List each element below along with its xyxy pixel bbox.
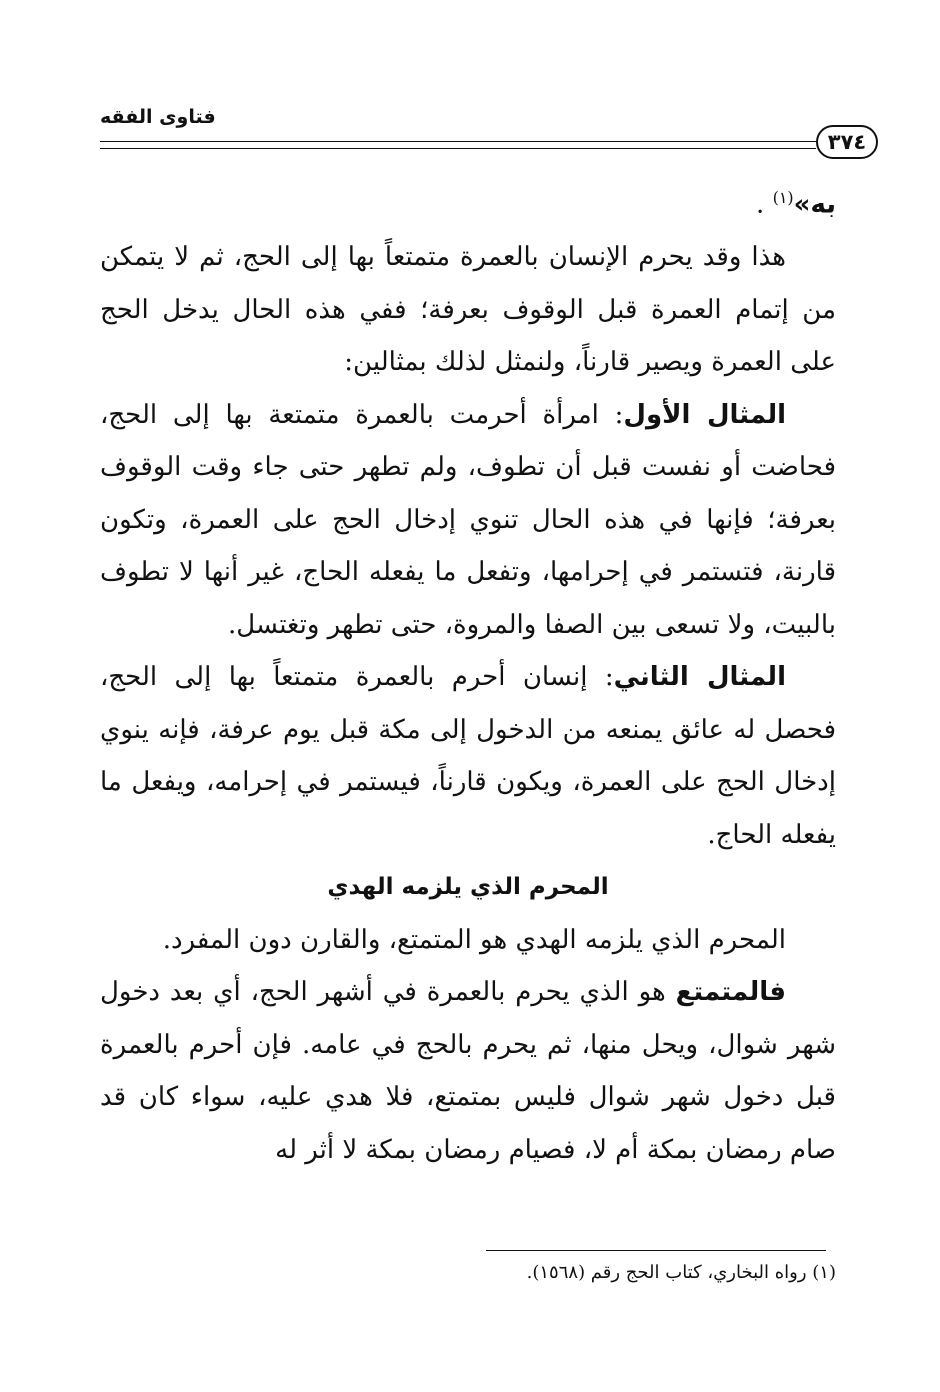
paragraph-mutamatti — [100, 966, 836, 1176]
header-rule-bottom — [100, 148, 816, 149]
footnote-ref: (١) — [772, 188, 794, 207]
example-1-text: : امرأة أحرمت بالعمرة متمتعة بها إلى الحج، فحاضت أو نفست قبل أن تطوف، ولم تطهر حتى جاء وقت الوقوف بعرفة؛ فإنها في هذه الحال تنوي إدخال الحج على العمرة، وتكون قارنة، فتستمر في إحرامها، وتفعل ما يفعله الحاج، غير أنها لا تطوف بالبيت، ولا تسعى بين الصفا والمروة، حتى تطهر وتغتسل. — [100, 399, 836, 640]
footnote-rule — [486, 1250, 826, 1251]
paragraph-example-2 — [100, 651, 836, 861]
mutamatti-lead: فالمتمتع — [675, 977, 786, 1008]
footnote: (١) رواه البخاري، كتاب الحج رقم (١٥٦٨). — [526, 1262, 836, 1283]
mutamatti-text: هو الذي يحرم بالعمرة في أشهر الحج، أي بعد دخول شهر شوال، ويحل منها، ثم يحرم بالحج في عامه. فإن أحرم بالعمرة قبل دخول شهر شوال فليس بمتمتع، فلا هدي عليه، سواء كان قد صام رمضان بمكة أم لا، فصيام رمضان بمكة لا أثر له — [100, 977, 836, 1165]
example-1-label: المثال الأول — [623, 399, 786, 430]
running-title: فتاوى الفقه — [100, 106, 216, 128]
section-heading: المحرم الذي يلزمه الهدي — [327, 874, 609, 901]
example-2-text: : إنسان أحرم بالعمرة متمتعاً بها إلى الحج، فحصل له عائق يمنعه من الدخول إلى مكة قبل يوم عرفة، فإنه ينوي إدخال الحج على العمرة، ويكون قارناً، فيستمر في إحرامه، ويفعل ما يفعله الحاج. — [100, 662, 836, 850]
paragraph-example-1 — [100, 389, 836, 652]
page-number-badge: ٣٧٤ — [816, 125, 878, 159]
header-rule-top — [100, 141, 816, 142]
continuation-word: به» — [793, 189, 836, 220]
paragraph-definition: المحرم الذي يلزمه الهدي هو المتمتع، والقارن دون المفرد. — [162, 924, 786, 955]
paragraph-intro: هذا وقد يحرم الإنسان بالعمرة متمتعاً بها إلى الحج، ثم لا يتمكن من إتمام العمرة قبل الوقوف بعرفة؛ ففي هذه الحال يدخل الحج على العمرة ويصير قارناً، ولنمثل لذلك بمثالين: — [100, 242, 836, 378]
body-text — [100, 172, 836, 1176]
continuation-line — [100, 172, 836, 231]
continuation-end: . — [756, 189, 773, 220]
example-2-label: المثال الثاني — [613, 662, 786, 693]
